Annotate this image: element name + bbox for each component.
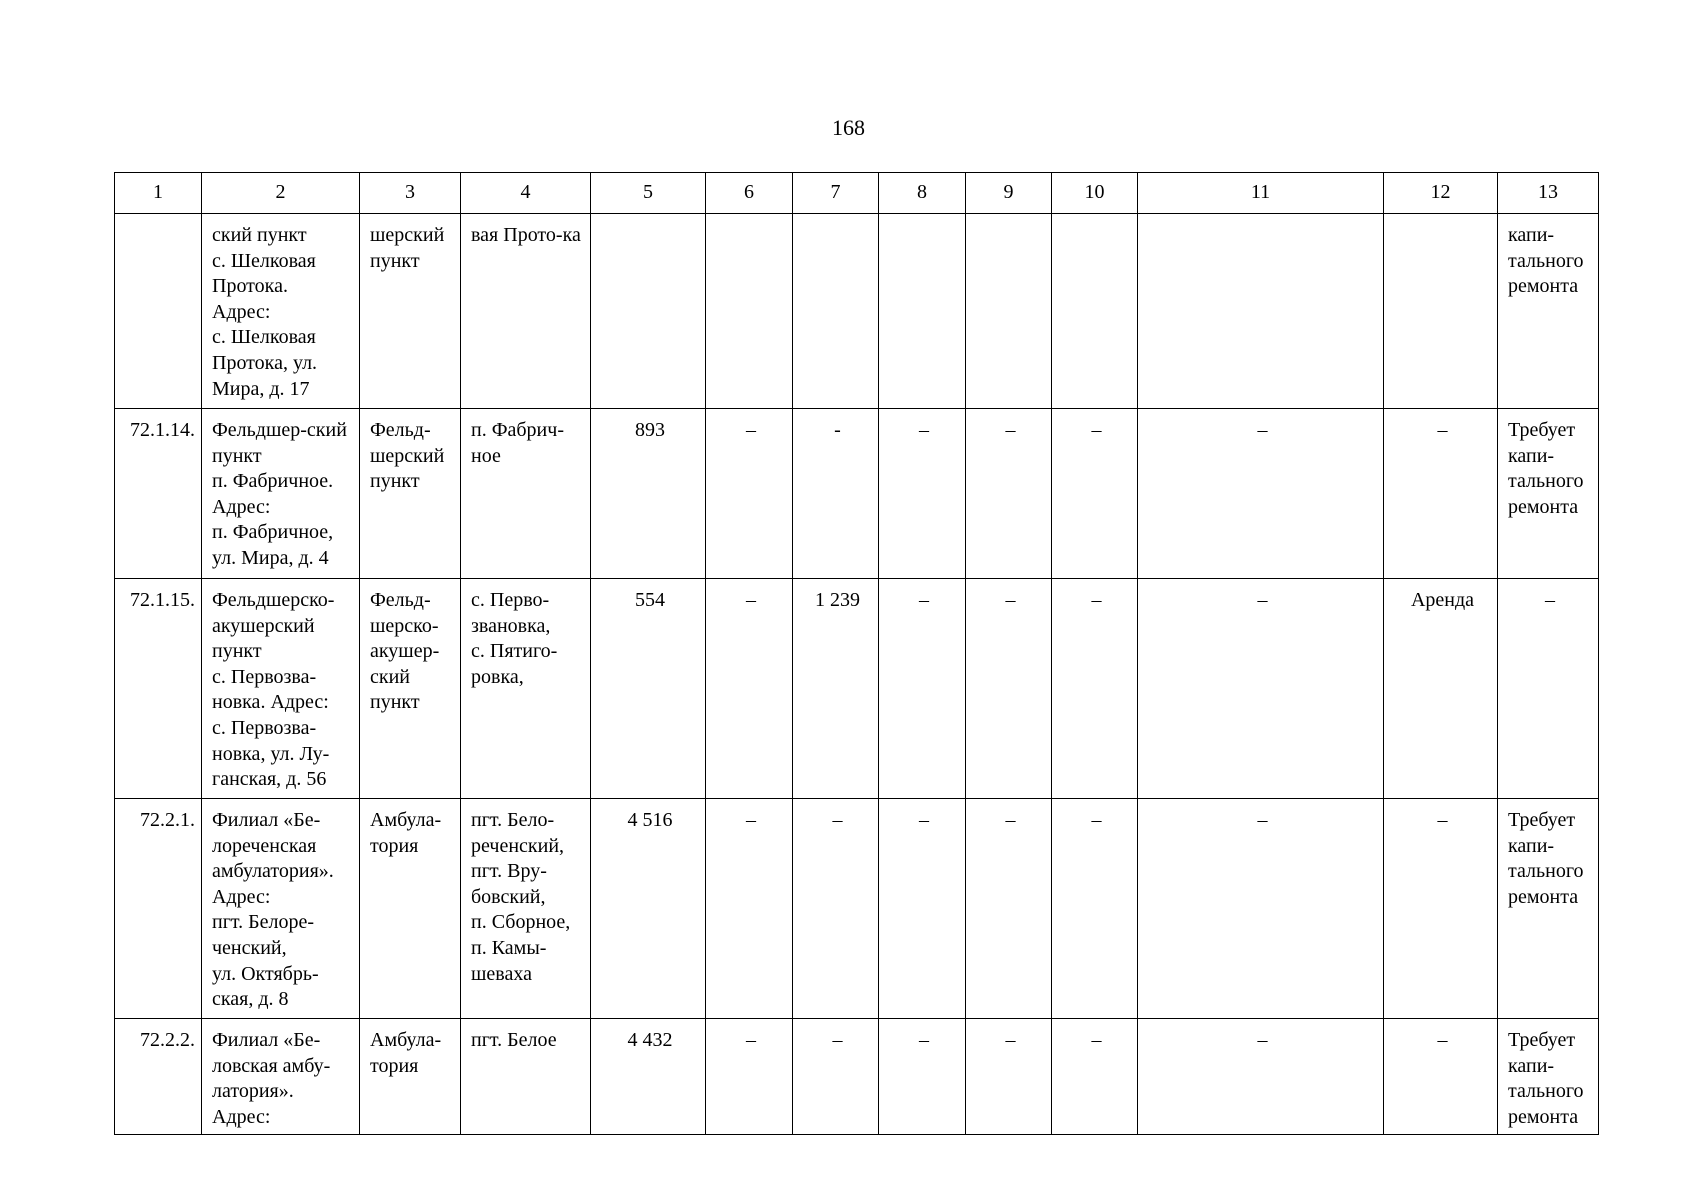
cell-col9: – xyxy=(966,409,1052,579)
cell-col11: – xyxy=(1138,579,1384,799)
cell-col10: – xyxy=(1052,409,1138,579)
table-row xyxy=(115,579,1599,799)
facility-type-cell: Амбула-тория xyxy=(360,1019,461,1135)
condition-cell: Требует капи-тального ремонта xyxy=(1498,1019,1599,1135)
cell-col9: – xyxy=(966,1019,1052,1135)
cell-col5: 4 432 xyxy=(591,1019,706,1135)
service-area-cell: с. Перво-звановка, с. Пятиго-ровка, xyxy=(461,579,591,799)
cell-col5 xyxy=(591,214,706,409)
cell-col7: - xyxy=(793,409,879,579)
cell-col12: Аренда xyxy=(1384,579,1498,799)
column-header: 1 xyxy=(115,173,202,214)
column-header: 9 xyxy=(966,173,1052,214)
cell-col8: – xyxy=(879,1019,966,1135)
cell-col9 xyxy=(966,214,1052,409)
cell-col5: 4 516 xyxy=(591,799,706,1019)
cell-col6: – xyxy=(706,799,793,1019)
facility-name-address-cell: Фельдшерско-акушерский пункт с. Первозва-новка. Адрес: с. Первозва-новка, ул. Лу-ганская, д. 56 xyxy=(202,579,360,799)
cell-col8: – xyxy=(879,409,966,579)
facility-name-address-cell: ский пункт с. Шелковая Протока. Адрес: с. Шелковая Протока, ул. Мира, д. 17 xyxy=(202,214,360,409)
cell-col11: – xyxy=(1138,409,1384,579)
cell-col11 xyxy=(1138,214,1384,409)
table-header-row xyxy=(115,173,1599,214)
cell-col8: – xyxy=(879,579,966,799)
cell-col5: 893 xyxy=(591,409,706,579)
table-row xyxy=(115,1019,1599,1135)
cell-col9: – xyxy=(966,799,1052,1019)
service-area-cell: пгт. Белое xyxy=(461,1019,591,1135)
column-header: 4 xyxy=(461,173,591,214)
column-header: 11 xyxy=(1138,173,1384,214)
cell-col7: – xyxy=(793,799,879,1019)
facility-type-cell: шерский пункт xyxy=(360,214,461,409)
row-number-cell: 72.1.14. xyxy=(115,409,202,579)
table-row xyxy=(115,214,1599,409)
column-header: 12 xyxy=(1384,173,1498,214)
cell-col6: – xyxy=(706,579,793,799)
row-number-cell xyxy=(115,214,202,409)
column-header: 10 xyxy=(1052,173,1138,214)
page-number: 168 xyxy=(832,115,865,140)
cell-col12: – xyxy=(1384,409,1498,579)
column-header: 7 xyxy=(793,173,879,214)
column-header: 8 xyxy=(879,173,966,214)
column-header: 6 xyxy=(706,173,793,214)
column-header: 13 xyxy=(1498,173,1599,214)
cell-col5: 554 xyxy=(591,579,706,799)
cell-col7: – xyxy=(793,1019,879,1135)
cell-col8 xyxy=(879,214,966,409)
cell-col8: – xyxy=(879,799,966,1019)
condition-cell: Требует капи-тального ремонта xyxy=(1498,799,1599,1019)
row-number-cell: 72.1.15. xyxy=(115,579,202,799)
cell-col7 xyxy=(793,214,879,409)
facility-type-cell: Амбула-тория xyxy=(360,799,461,1019)
facilities-table xyxy=(114,172,1599,1135)
cell-col11: – xyxy=(1138,1019,1384,1135)
service-area-cell: вая Прото-ка xyxy=(461,214,591,409)
facility-name-address-cell: Филиал «Бе-лореченская амбулатория». Адрес: пгт. Белоре-ченский, ул. Октябрь-ская, д. 8 xyxy=(202,799,360,1019)
column-header: 5 xyxy=(591,173,706,214)
cell-col12 xyxy=(1384,214,1498,409)
row-number-cell: 72.2.2. xyxy=(115,1019,202,1135)
table-row xyxy=(115,409,1599,579)
facility-name-address-cell: Фельдшер-ский пункт п. Фабричное. Адрес: п. Фабричное, ул. Мира, д. 4 xyxy=(202,409,360,579)
cell-col11: – xyxy=(1138,799,1384,1019)
cell-col12: – xyxy=(1384,799,1498,1019)
service-area-cell: пгт. Бело-реченский, пгт. Вру-бовский, п. Сборное, п. Камы-шеваха xyxy=(461,799,591,1019)
condition-cell: капи-тального ремонта xyxy=(1498,214,1599,409)
facility-name-address-cell: Филиал «Бе-ловская амбу-латория». Адрес: xyxy=(202,1019,360,1135)
cell-col9: – xyxy=(966,579,1052,799)
column-header: 2 xyxy=(202,173,360,214)
condition-cell: Требует капи-тального ремонта xyxy=(1498,409,1599,579)
cell-col10: – xyxy=(1052,579,1138,799)
column-header: 3 xyxy=(360,173,461,214)
cell-col6: – xyxy=(706,409,793,579)
service-area-cell: п. Фабрич-ное xyxy=(461,409,591,579)
table-row xyxy=(115,799,1599,1019)
cell-col12: – xyxy=(1384,1019,1498,1135)
cell-col10 xyxy=(1052,214,1138,409)
cell-col6 xyxy=(706,214,793,409)
cell-col10: – xyxy=(1052,1019,1138,1135)
row-number-cell: 72.2.1. xyxy=(115,799,202,1019)
facility-type-cell: Фельд-шерско-акушер-ский пункт xyxy=(360,579,461,799)
cell-col6: – xyxy=(706,1019,793,1135)
facility-type-cell: Фельд-шерский пункт xyxy=(360,409,461,579)
cell-col7: 1 239 xyxy=(793,579,879,799)
cell-col10: – xyxy=(1052,799,1138,1019)
condition-cell: – xyxy=(1498,579,1599,799)
